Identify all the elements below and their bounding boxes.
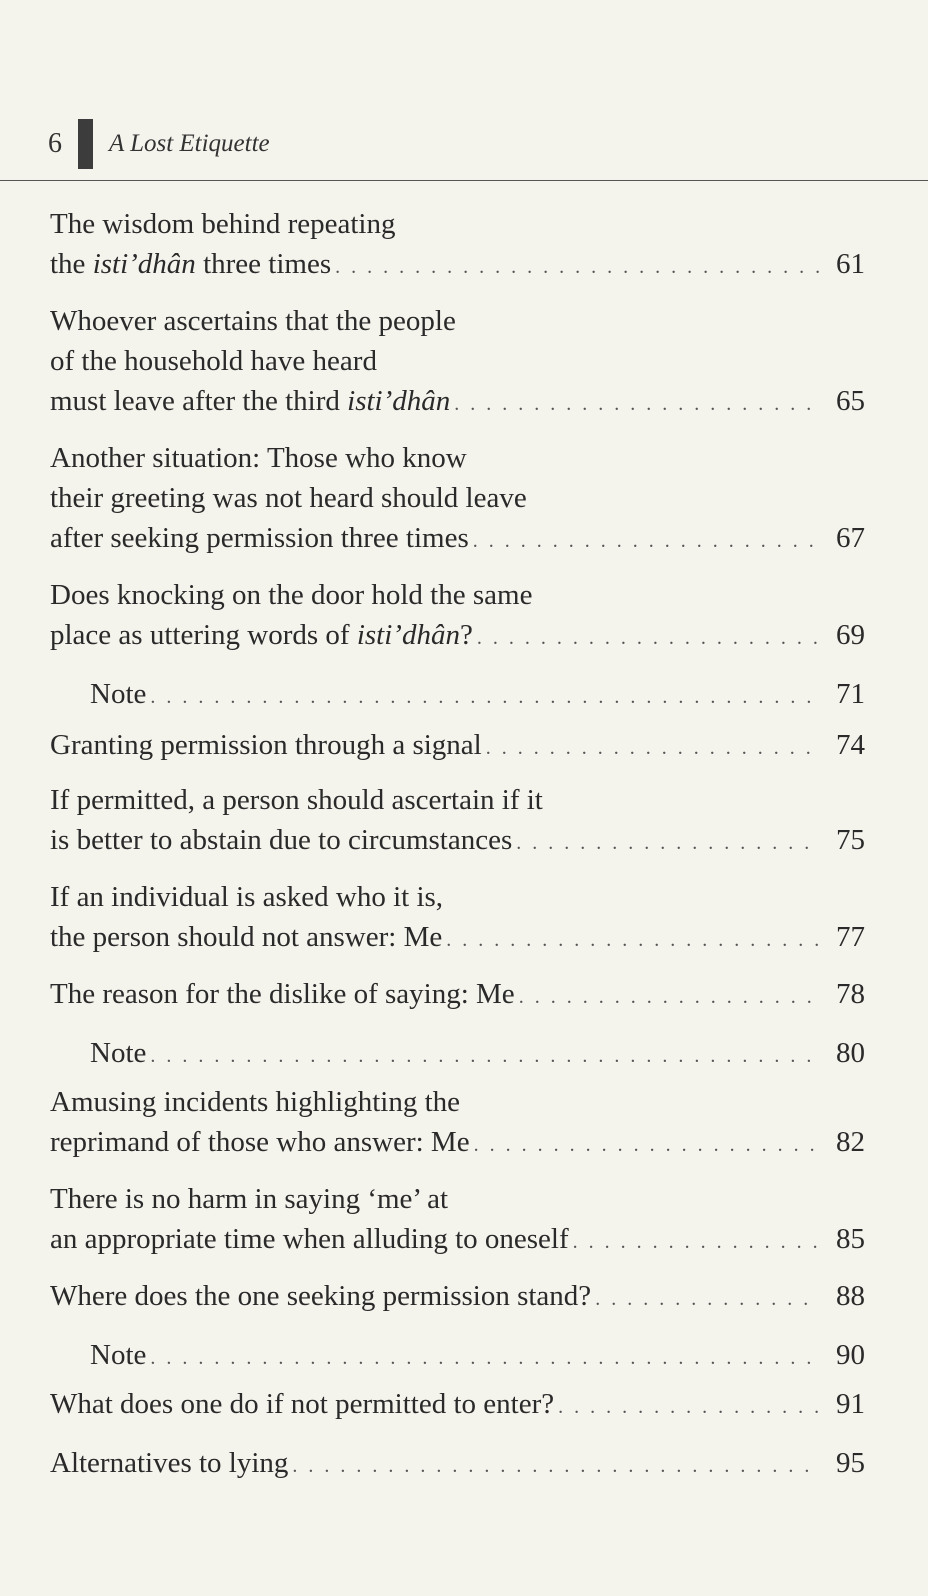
- toc-entry-text: [50, 1443, 288, 1483]
- text-run: must leave after the third: [50, 385, 348, 417]
- toc-page-number: 91: [836, 1388, 865, 1420]
- toc-entry-text: [90, 1033, 146, 1073]
- dot-leader: [150, 1036, 819, 1076]
- toc-entry-text: [50, 974, 515, 1014]
- italic-term: isti’dhân: [347, 385, 451, 417]
- toc-entry: [50, 438, 865, 561]
- toc-entry-text: The wisdom behind repeating: [50, 208, 396, 240]
- toc-page-number: 82: [836, 1126, 865, 1158]
- text-run: is better to abstain due to circumstances: [50, 824, 513, 856]
- toc-entry-last-line: [50, 1443, 865, 1486]
- italic-term: isti’dhân: [92, 248, 196, 280]
- running-header: [48, 118, 270, 170]
- toc-entry: [50, 674, 865, 717]
- header-bar-mark: [78, 119, 93, 169]
- toc-entry-last-line: [50, 820, 865, 863]
- dot-leader: [473, 521, 819, 561]
- toc-entry-text: their greeting was not heard should leave: [50, 482, 527, 514]
- toc-entry-text: [50, 1384, 554, 1424]
- toc-entry-last-line: [90, 1033, 865, 1076]
- dot-leader: [150, 1338, 819, 1378]
- header-rule: [0, 180, 928, 181]
- toc-entry: [50, 1082, 865, 1165]
- toc-entry: [50, 204, 865, 287]
- toc-page-number: 71: [836, 678, 865, 710]
- toc-entry-text: [50, 615, 473, 655]
- toc-entry-last-line: [50, 1122, 865, 1165]
- toc-entry-text: Does knocking on the door hold the same: [50, 579, 533, 611]
- toc-page-number: 69: [836, 619, 865, 651]
- dot-leader: [516, 823, 819, 863]
- toc-entry-last-line: [90, 1335, 865, 1378]
- toc-page-number: 65: [836, 385, 865, 417]
- toc-page-number: 88: [836, 1280, 865, 1312]
- text-run: What does one do if not permitted to enter?: [50, 1388, 555, 1420]
- toc-entry: [50, 877, 865, 960]
- toc-entry-text: [90, 1335, 146, 1375]
- toc-entry-text: Whoever ascertains that the people: [50, 305, 456, 337]
- toc-entry-last-line: [50, 381, 865, 424]
- dot-leader: [454, 384, 819, 424]
- toc-entry-last-line: [90, 674, 865, 717]
- toc-entry: [50, 575, 865, 658]
- toc-entry-last-line: [50, 244, 865, 287]
- toc-entry-text: [50, 820, 512, 860]
- toc-page-number: 95: [836, 1447, 865, 1479]
- toc-entry: [50, 1384, 865, 1427]
- toc-entry: [50, 1443, 865, 1486]
- dot-leader: [519, 977, 819, 1017]
- toc-page-number: 61: [836, 248, 865, 280]
- toc-page-number: 90: [836, 1339, 865, 1371]
- toc-entry: [50, 974, 865, 1017]
- text-run: Note: [90, 678, 147, 710]
- toc-entry-text: Another situation: Those who know: [50, 442, 467, 474]
- text-run: the: [50, 248, 93, 280]
- text-run: The reason for the dislike of saying: Me: [50, 978, 515, 1010]
- dot-leader: [292, 1446, 819, 1486]
- toc-entry-last-line: [50, 1276, 865, 1319]
- italic-term: isti’dhân: [356, 619, 460, 651]
- text-run: Granting permission through a signal: [50, 729, 482, 761]
- text-run: Note: [90, 1339, 147, 1371]
- toc-entry-text: If an individual is asked who it is,: [50, 881, 444, 913]
- toc-entry-text: [50, 244, 331, 284]
- toc-entry: [50, 1335, 865, 1378]
- text-run: the person should not answer: Me: [50, 921, 443, 953]
- dot-leader: [150, 677, 819, 717]
- dot-leader: [558, 1387, 819, 1427]
- toc-entry-text: If permitted, a person should ascertain if it: [50, 784, 543, 816]
- text-run: ?: [459, 619, 473, 651]
- toc-entry-text: [50, 917, 442, 957]
- toc-entry-text: [50, 725, 482, 765]
- toc-entry-text: Amusing incidents highlighting the: [50, 1086, 461, 1118]
- toc-page-number: 85: [836, 1223, 865, 1255]
- toc-entry-last-line: [50, 917, 865, 960]
- dot-leader: [477, 618, 819, 658]
- page-number: 6: [48, 128, 62, 159]
- text-run: place as uttering words of: [50, 619, 357, 651]
- toc-page-number: 77: [836, 921, 865, 953]
- text-run: an appropriate time when alluding to oneself: [50, 1223, 569, 1255]
- toc-entry-text: [50, 1122, 470, 1162]
- toc-entry: [50, 1033, 865, 1076]
- toc-entry: [50, 1276, 865, 1319]
- toc-entry-last-line: [50, 725, 865, 768]
- toc-entry: [50, 1179, 865, 1262]
- toc-entry-text: [50, 381, 450, 421]
- toc-entry-text: There is no harm in saying ‘me’ at: [50, 1183, 449, 1215]
- dot-leader: [573, 1222, 819, 1262]
- running-title: A Lost Etiquette: [109, 130, 270, 157]
- toc-entry-text: of the household have heard: [50, 345, 377, 377]
- toc-entry-text: [50, 1276, 591, 1316]
- dot-leader: [595, 1279, 819, 1319]
- toc-entry-text: [50, 518, 469, 558]
- toc-entry-last-line: [50, 518, 865, 561]
- dot-leader: [474, 1125, 819, 1165]
- toc-entry: [50, 780, 865, 863]
- toc-page-number: 80: [836, 1037, 865, 1069]
- text-run: Alternatives to lying: [50, 1447, 289, 1479]
- toc-entry-last-line: [50, 615, 865, 658]
- toc-entry-last-line: [50, 1219, 865, 1262]
- toc-entry-last-line: [50, 1384, 865, 1427]
- text-run: Where does the one seeking permission stand?: [50, 1280, 592, 1312]
- text-run: three times: [195, 248, 332, 280]
- text-run: Note: [90, 1037, 147, 1069]
- text-run: reprimand of those who answer: Me: [50, 1126, 470, 1158]
- toc-page-number: 74: [836, 729, 865, 761]
- toc-page-number: 75: [836, 824, 865, 856]
- dot-leader: [446, 920, 819, 960]
- table-of-contents: [50, 204, 865, 1486]
- toc-entry-text: [50, 1219, 569, 1259]
- dot-leader: [335, 247, 819, 287]
- toc-page-number: 67: [836, 522, 865, 554]
- text-run: after seeking permission three times: [50, 522, 469, 554]
- toc-entry-text: [90, 674, 146, 714]
- toc-page-number: 78: [836, 978, 865, 1010]
- dot-leader: [486, 728, 819, 768]
- toc-entry: [50, 301, 865, 424]
- toc-entry-last-line: [50, 974, 865, 1017]
- toc-entry: [50, 725, 865, 768]
